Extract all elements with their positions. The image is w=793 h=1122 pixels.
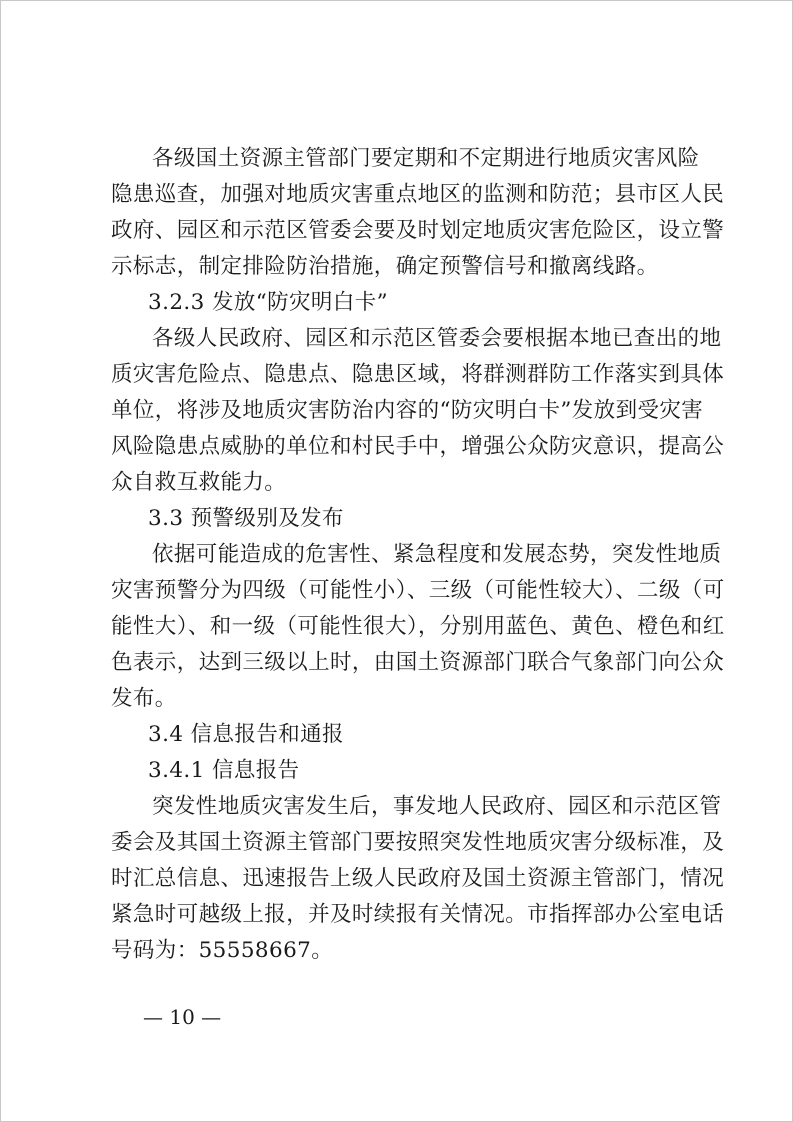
paragraph-line: 发布。 [111, 686, 177, 711]
paragraph-line: 突发性地质灾害发生后，事发地人民政府、园区和示范区管 [152, 794, 722, 819]
paragraph-line: 各级国土资源主管部门要定期和不定期进行地质灾害风险 [152, 146, 700, 171]
section-heading-3-4: 3.4 信息报告和通报 [148, 722, 344, 747]
paragraph-line: 色表示，达到三级以上时，由国土资源部门联合气象部门向公众 [111, 650, 725, 675]
section-heading-3-2-3: 3.2.3 发放“防灾明白卡” [148, 290, 389, 315]
paragraph-line: 依据可能造成的危害性、紧急程度和发展态势，突发性地质 [152, 542, 722, 567]
paragraph-line: 号码为：55558667。 [111, 938, 334, 963]
paragraph-line: 能性大）、和一级（可能性很大），分别用蓝色、黄色、橙色和红 [111, 614, 725, 639]
paragraph-line: 众自救互救能力。 [111, 470, 287, 495]
paragraph-line: 时汇总信息、迅速报告上级人民政府及国土资源主管部门，情况 [111, 866, 725, 891]
paragraph-line: 委会及其国土资源主管部门要按照突发性地质灾害分级标准，及 [111, 830, 725, 855]
section-heading-3-3: 3.3 预警级别及发布 [148, 506, 344, 531]
paragraph-line: 单位，将涉及地质灾害防治内容的“防灾明白卡”发放到受灾害 [111, 398, 704, 423]
paragraph-line: 风险隐患点威胁的单位和村民手中，增强公众防灾意识，提高公 [111, 434, 725, 459]
paragraph-line: 紧急时可越级上报，并及时续报有关情况。市指挥部办公室电话 [111, 902, 725, 927]
paragraph-line: 政府、园区和示范区管委会要及时划定地质灾害危险区，设立警 [111, 218, 725, 243]
section-heading-3-4-1: 3.4.1 信息报告 [148, 758, 300, 783]
body-text [111, 141, 725, 969]
paragraph-line: 各级人民政府、园区和示范区管委会要根据本地已查出的地 [152, 326, 722, 351]
paragraph-line: 隐患巡查，加强对地质灾害重点地区的监测和防范；县市区人民 [111, 182, 725, 207]
page-number: — 10 — [143, 1005, 222, 1029]
paragraph-line: 灾害预警分为四级（可能性小）、三级（可能性较大）、二级（可 [111, 578, 725, 603]
paragraph-line: 示标志，制定排险防治措施，确定预警信号和撤离线路。 [111, 254, 659, 279]
paragraph-line: 质灾害危险点、隐患点、隐患区域，将群测群防工作落实到具体 [111, 362, 725, 387]
